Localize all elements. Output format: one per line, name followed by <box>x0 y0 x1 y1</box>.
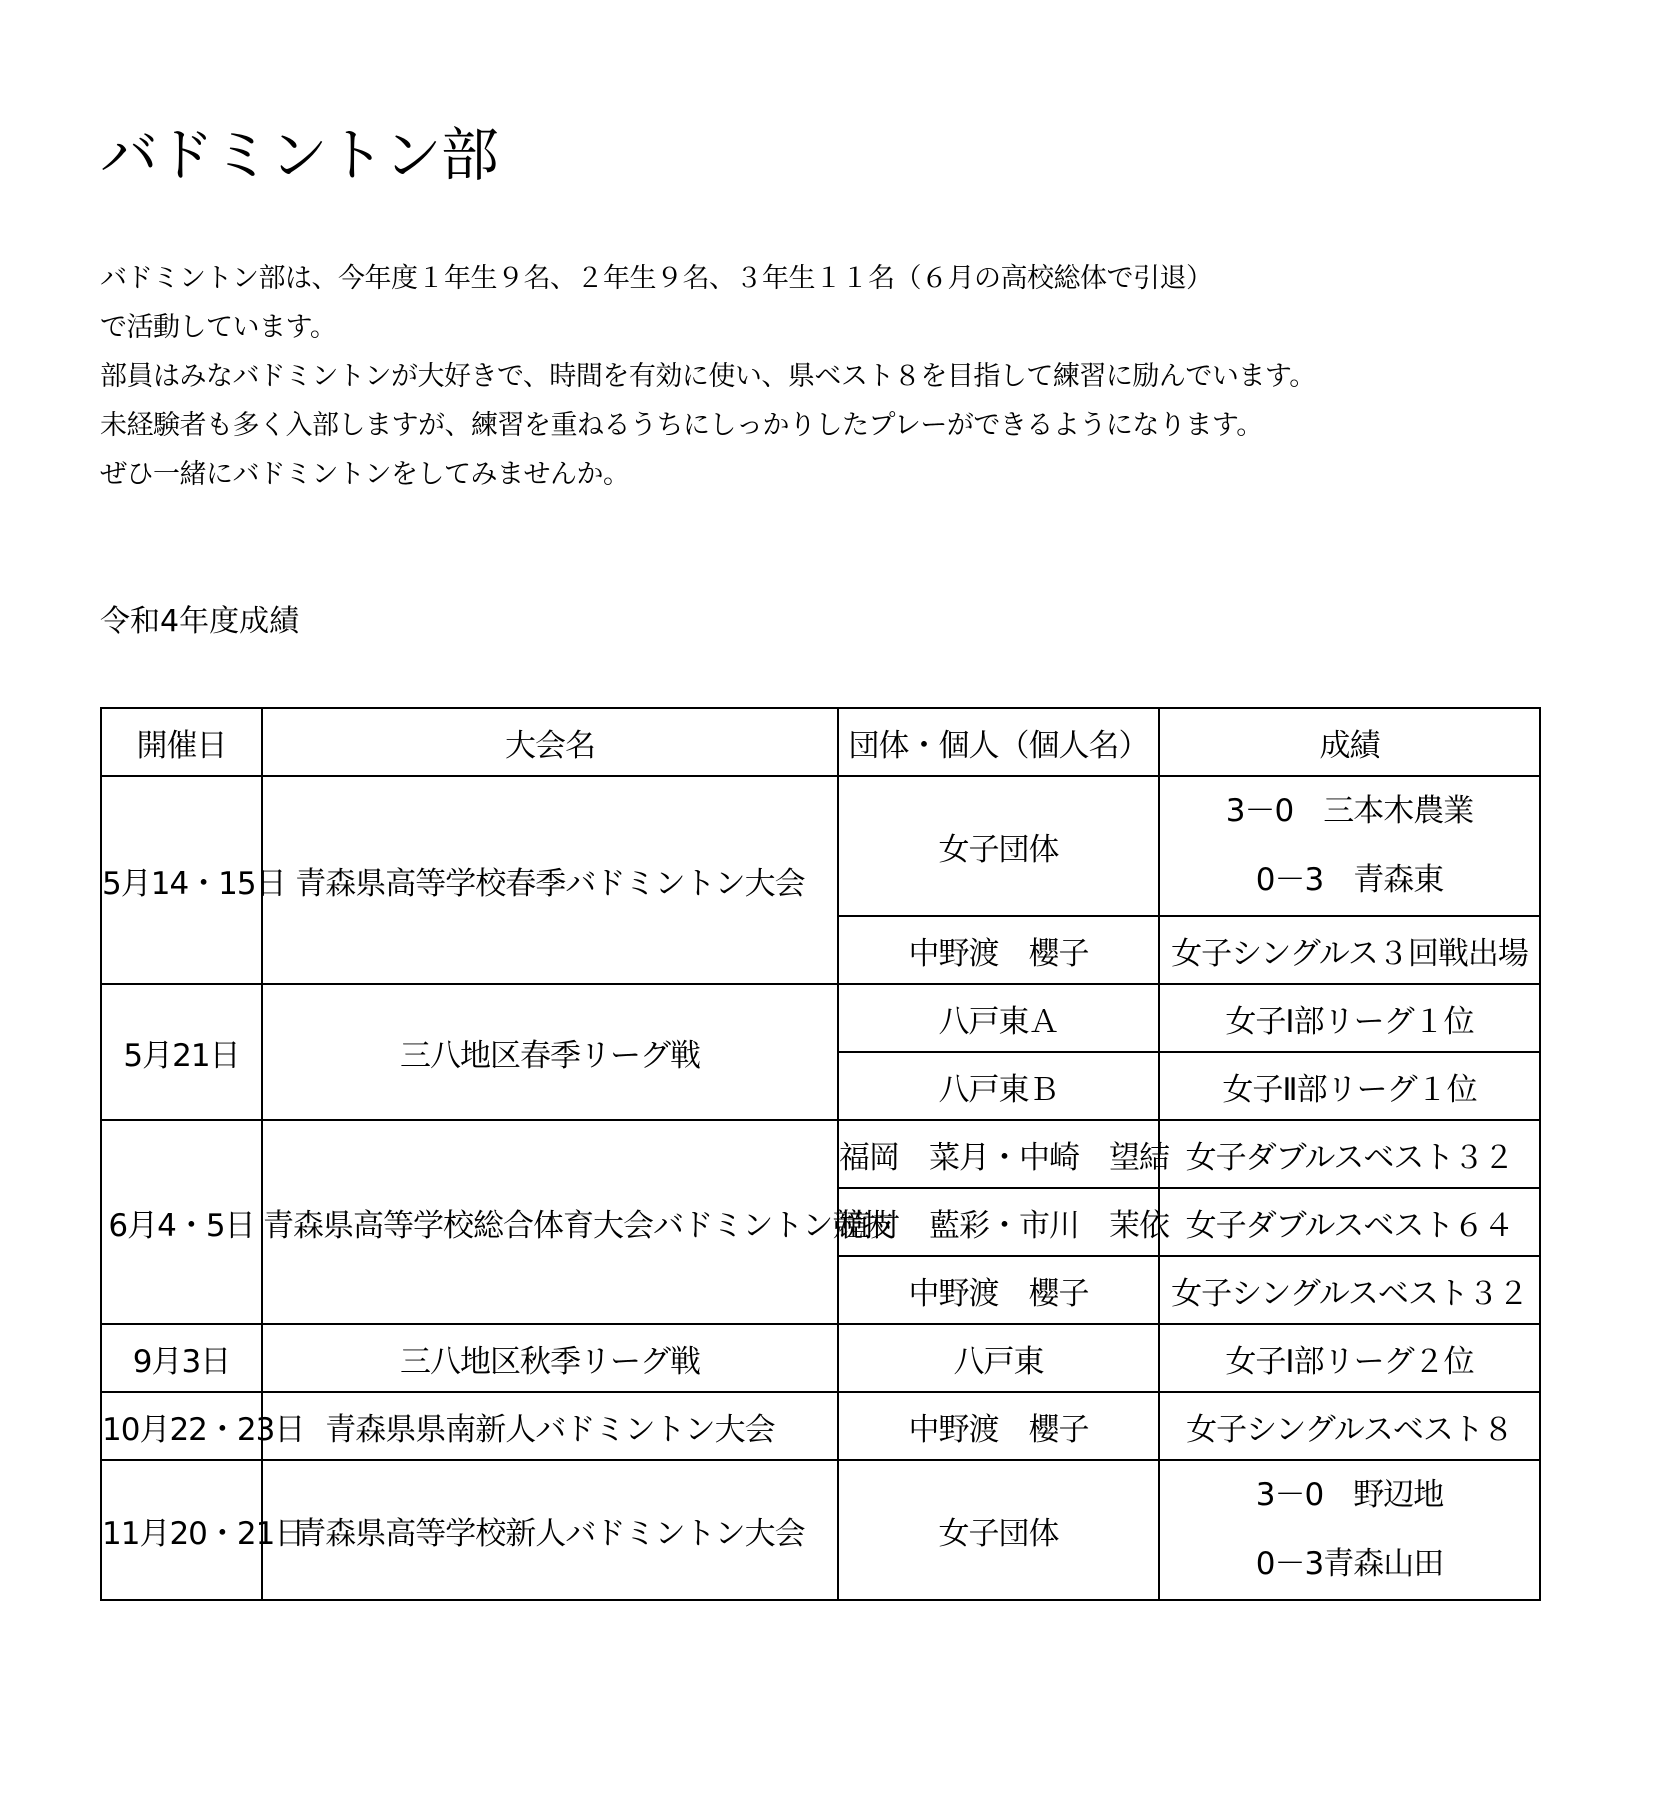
results-table <box>100 707 1541 1601</box>
table-row <box>101 1324 1540 1392</box>
result: 女子Ⅱ部リーグ１位 <box>1159 1052 1540 1120</box>
header-event: 大会名 <box>262 708 838 776</box>
participant: 中野渡 櫻子 <box>838 1256 1159 1324</box>
table-row <box>101 1392 1540 1460</box>
intro-line: 未経験者も多く入部しますが、練習を重ねるうちにしっかりしたプレーができるようになります。 <box>100 410 1263 441</box>
result <box>1159 1460 1540 1600</box>
header-participant: 団体・個人（個人名） <box>838 708 1159 776</box>
result: 女子Ⅰ部リーグ１位 <box>1159 984 1540 1052</box>
header-result: 成績 <box>1159 708 1540 776</box>
event-date: 9月3日 <box>101 1324 262 1392</box>
event-name: 三八地区秋季リーグ戦 <box>262 1324 838 1392</box>
result: 女子シングルス３回戦出場 <box>1159 916 1540 984</box>
event-name: 青森県県南新人バドミントン大会 <box>262 1392 838 1460</box>
result: 女子ダブルスベスト６４ <box>1159 1188 1540 1256</box>
result <box>1159 776 1540 916</box>
participant: 八戸東Ｂ <box>838 1052 1159 1120</box>
result-line: 3－0 三本木農業 <box>1225 793 1474 829</box>
event-name: 三八地区春季リーグ戦 <box>262 984 838 1120</box>
intro-line: で活動しています。 <box>100 312 337 343</box>
result-line: 0－3青森山田 <box>1255 1546 1444 1582</box>
event-name: 青森県高等学校総合体育大会バドミントン競技 <box>262 1120 838 1324</box>
participant: 八戸東Ａ <box>838 984 1159 1052</box>
participant: 女子団体 <box>838 1460 1159 1600</box>
table-row <box>101 1460 1540 1600</box>
event-date: 11月20・21日 <box>101 1460 262 1600</box>
event-name: 青森県高等学校新人バドミントン大会 <box>262 1460 838 1600</box>
page-title: バドミントン部 <box>100 121 498 189</box>
result: 女子シングルスベスト８ <box>1159 1392 1540 1460</box>
result: 女子Ⅰ部リーグ２位 <box>1159 1324 1540 1392</box>
table-row <box>101 1120 1540 1188</box>
intro-line: ぜひ一緒にバドミントンをしてみませんか。 <box>100 459 630 490</box>
participant: 女子団体 <box>838 776 1159 916</box>
result-line: 3－0 野辺地 <box>1255 1477 1444 1513</box>
participant: 植村 藍彩・市川 茉依 <box>838 1188 1159 1256</box>
table-header-row <box>101 708 1540 776</box>
event-date: 10月22・23日 <box>101 1392 262 1460</box>
result: 女子ダブルスベスト３２ <box>1159 1120 1540 1188</box>
header-date: 開催日 <box>101 708 262 776</box>
table-row <box>101 776 1540 916</box>
intro-line: 部員はみなバドミントンが大好きで、時間を有効に使い、県ベスト８を目指して練習に励んでいます。 <box>100 361 1316 392</box>
event-date: 5月21日 <box>101 984 262 1120</box>
intro-line: バドミントン部は、今年度１年生９名、２年生９名、３年生１１名（６月の高校総体で引退） <box>100 263 1213 294</box>
result: 女子シングルスベスト３２ <box>1159 1256 1540 1324</box>
table-row <box>101 984 1540 1052</box>
intro-text <box>100 254 1556 499</box>
participant: 中野渡 櫻子 <box>838 916 1159 984</box>
result-line: 0－3 青森東 <box>1255 862 1444 898</box>
participant: 福岡 菜月・中崎 望結 <box>838 1120 1159 1188</box>
event-date: 5月14・15日 <box>101 776 262 984</box>
participant: 八戸東 <box>838 1324 1159 1392</box>
event-name: 青森県高等学校春季バドミントン大会 <box>262 776 838 984</box>
event-date: 6月4・5日 <box>101 1120 262 1324</box>
results-section-title: 令和4年度成績 <box>100 604 300 639</box>
participant: 中野渡 櫻子 <box>838 1392 1159 1460</box>
